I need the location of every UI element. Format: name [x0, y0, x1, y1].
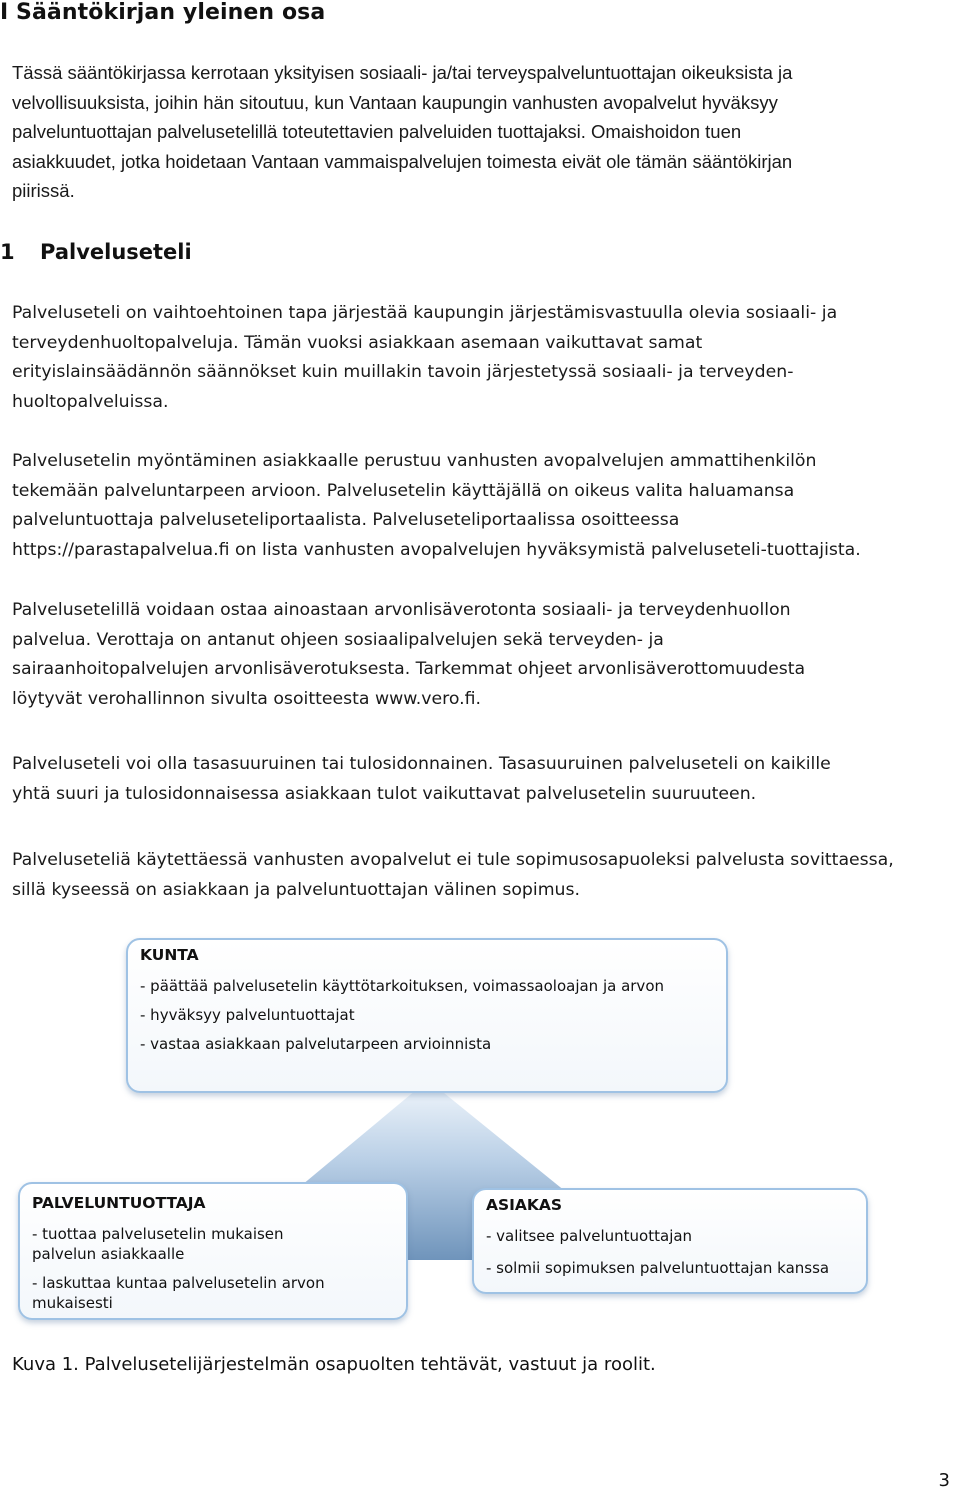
asiakas-item: - valitsee palveluntuottajan: [486, 1227, 693, 1245]
section-title: I Sääntökirjan yleinen osa: [0, 0, 326, 25]
kunta-title: KUNTA: [140, 946, 199, 964]
palveluntuottaja-item: - tuottaa palvelusetelin mukaisen palvelun asiakkaalle: [32, 1225, 284, 1263]
figure-caption: Kuva 1. Palvelusetelijärjestelmän osapuolten tehtävät, vastuut ja roolit.: [12, 1354, 656, 1375]
roles-diagram: [0, 930, 960, 1330]
intro-line: velvollisuuksista, joihin hän sitoutuu, kun Vantaan kaupungin vanhusten avopalvelut hyväksyy: [12, 91, 778, 113]
paragraph-line: sillä kyseessä on asiakkaan ja palveluntuottajan välinen sopimus.: [12, 879, 580, 900]
paragraph-line: palvelua. Verottaja on antanut ohjeen sosiaalipalvelujen sekä terveyden- ja: [12, 629, 664, 650]
chapter-heading: [0, 240, 192, 264]
intro-paragraph: [12, 58, 948, 206]
paragraph-line: https://parastapalvelua.fi on lista vanhusten avopalvelujen hyväksymistä palveluseteli-tuottajista.: [12, 539, 861, 560]
paragraph-line: löytyvät verohallinnon sivulta osoitteesta www.vero.fi.: [12, 688, 482, 709]
paragraph-line: erityislainsäädännön säännökset kuin muillakin tavoin järjestetyssä sosiaali- ja terveyden-: [12, 362, 794, 383]
palveluntuottaja-title: PALVELUNTUOTTAJA: [32, 1194, 206, 1212]
paragraph-line: tekemään palveluntarpeen arvioon. Palvelusetelin käyttäjällä on oikeus valita haluamansa: [12, 480, 795, 501]
asiakas-title: ASIAKAS: [486, 1196, 563, 1214]
kunta-item: - hyväksyy palveluntuottajat: [140, 1006, 355, 1024]
paragraph-line: palveluntuottaja palveluseteliportaalista. Palveluseteliportaalissa osoitteessa: [12, 510, 680, 531]
palveluntuottaja-item: - laskuttaa kuntaa palvelusetelin arvon mukaisesti: [32, 1274, 325, 1312]
paragraph-line: Palveluseteli voi olla tasasuuruinen tai tulosidonnainen. Tasasuuruinen palveluseteli on kaikille: [12, 754, 831, 774]
intro-line: piirissä.: [12, 180, 75, 202]
kunta-item: - päättää palvelusetelin käyttötarkoituksen, voimassaoloajan ja arvon: [140, 977, 664, 995]
paragraph-line: Palvelusetelillä voidaan ostaa ainoastaan arvonlisäverotonta sosiaali- ja terveydenhuollon: [12, 600, 791, 620]
paragraph-line: sairaanhoitopalvelujen arvonlisäverotuksesta. Tarkemmat ohjeet arvonlisäverottomuudesta: [12, 659, 806, 680]
paragraph-line: Palveluseteliä käytettäessä vanhusten avopalvelut ei tule sopimusosapuoleksi palvelusta sovittaessa,: [12, 850, 894, 870]
chapter-title: Palveluseteli: [40, 240, 192, 264]
kunta-item: - vastaa asiakkaan palvelutarpeen arvioinnista: [140, 1035, 492, 1053]
paragraph-line: terveydenhuoltopalveluja. Tämän vuoksi asiakkaan asemaan vaikuttavat samat: [12, 332, 703, 353]
asiakas-box: [472, 1188, 868, 1294]
intro-line: palveluntuottajan palvelusetelillä toteutettavien palveluiden tuottajaksi. Omaishoidon tuen: [12, 121, 742, 143]
paragraph-5: [12, 846, 948, 905]
paragraph-line: Palvelusetelin myöntäminen asiakkaalle perustuu vanhusten avopalvelujen ammattihenkilön: [12, 451, 817, 471]
paragraph-line: yhtä suuri ja tulosidonnaisessa asiakkaan tulot vaikuttavat palvelusetelin suuruuteen.: [12, 783, 757, 804]
intro-line: Tässä sääntökirjassa kerrotaan yksityisen sosiaali- ja/tai terveyspalveluntuottajan oikeuksista ja: [12, 62, 793, 83]
chapter-number: 1: [0, 240, 15, 264]
page-number: 3: [938, 1470, 950, 1491]
palveluntuottaja-box: [18, 1182, 408, 1320]
kunta-box: [126, 938, 728, 1093]
intro-line: asiakkuudet, jotka hoidetaan Vantaan vammaispalvelujen toimesta eivät ole tämän sääntökirjan: [12, 150, 793, 172]
paragraph-2: [12, 447, 948, 565]
asiakas-item: - solmii sopimuksen palveluntuottajan kanssa: [486, 1259, 830, 1277]
paragraph-1: [12, 299, 948, 417]
paragraph-3: [12, 596, 948, 714]
paragraph-line: huoltopalveluissa.: [12, 391, 169, 412]
paragraph-line: Palveluseteli on vaihtoehtoinen tapa järjestää kaupungin järjestämisvastuulla olevia sosiaali- ja: [12, 303, 838, 323]
paragraph-4: [12, 750, 948, 809]
